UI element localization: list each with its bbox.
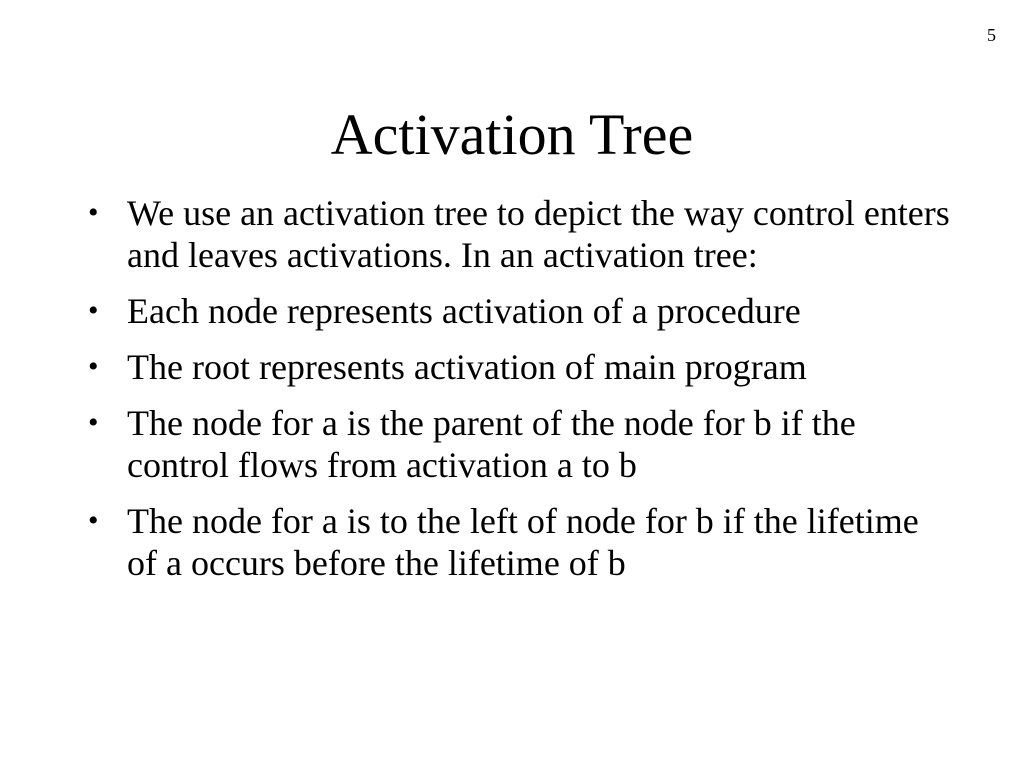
bullet-item (84, 402, 954, 486)
slide-title: Activation Tree (330, 102, 694, 167)
bullet-text: We use an activation tree to depict the way control enters and leaves activations. In an activation tree: (127, 193, 950, 275)
bullet-icon: • (88, 294, 99, 327)
page-number: 5 (987, 25, 996, 45)
bullet-text: Each node represents activation of a procedure (127, 291, 801, 331)
bullet-item (84, 290, 954, 332)
bullet-icon: • (88, 406, 99, 439)
bullet-icon: • (88, 504, 99, 537)
bullet-icon: • (88, 196, 99, 229)
bullet-text: The root represents activation of main program (127, 347, 807, 387)
bullet-text: The node for a is the parent of the node for b if the control flows from activation a to b (127, 403, 856, 485)
bullet-icon: • (88, 350, 99, 383)
bullet-list (84, 192, 954, 598)
bullet-item (84, 346, 954, 388)
bullet-item (84, 500, 954, 584)
bullet-item (84, 192, 954, 276)
bullet-text: The node for a is to the left of node for b if the lifetime of a occurs before the lifetime of b (127, 501, 919, 583)
